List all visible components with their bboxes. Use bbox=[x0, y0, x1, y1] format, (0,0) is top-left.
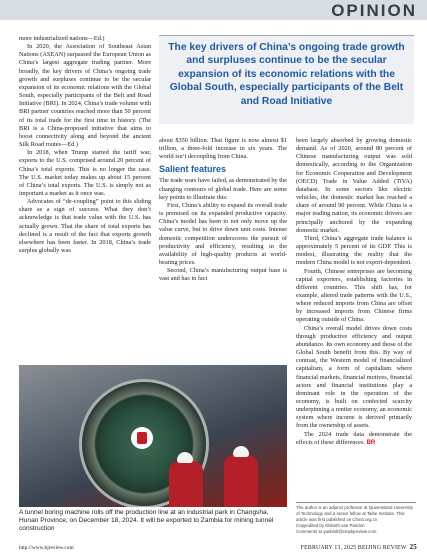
end-mark: BR bbox=[366, 439, 376, 446]
bio-line: Comments to yanbinll@cmpbjreview.com bbox=[296, 528, 377, 534]
paragraph: Second, China’s manufacturing output base is vast and has in fact bbox=[159, 267, 287, 283]
column-3 bbox=[296, 137, 412, 447]
pull-quote bbox=[159, 35, 414, 124]
section-banner bbox=[0, 0, 427, 20]
paragraph: First, China’s ability to expand its overall trade is premised on its expanded productive capacity. China’s model has been to not only move up the value curve, but to drive down unit costs. Intense domestic competition underscores the pursuit of productivity and efficiency, resulting in the availability of high-quality products at world-beating prices. bbox=[159, 201, 287, 267]
paragraph: been largely absorbed by growing domestic demand. As of 2020, around 80 percent of Chinese manufacturing output was sold domestically, according to the Organization for Economic Cooperation and Development (OECD) Trade in Value Added (TiVA) database. In some sectors like electric vehicles, the domestic market has reached a share of around 90 percent. While China is a major trading nation, its economic drivers are principally anchored by the expanding domestic market. bbox=[296, 137, 412, 234]
author-bio bbox=[296, 502, 416, 535]
paragraph: Fourth, Chinese enterprises are becoming capital exporters, establishing factories in different countries. This shift has, for example, altered trade patterns with the U.S., where reduced imports from China are offset by increased imports from Chinese firms operating outside of China. bbox=[296, 267, 412, 324]
column-2 bbox=[159, 137, 287, 284]
paragraph: The trade wars have failed, as demonstrated by the changing contours of global trade. Here are some key points to illustrate this: bbox=[159, 177, 287, 201]
paragraph bbox=[296, 431, 412, 447]
subheading: Salient features bbox=[159, 164, 227, 175]
issue-label: FEBRUARY 13, 2025 BEIJING REVIEW bbox=[300, 545, 407, 551]
page-number: 25 bbox=[409, 543, 417, 551]
column-1 bbox=[19, 35, 151, 255]
paragraph: In 2018, when Trump started the tariff war, exports to the U.S. comprised around 20 percent of China’s total exports. This is no longer the case. The U.S. market today makes up about 15 percent of China’s total exports. The U.S. is simply not as important a market as it once was. bbox=[19, 149, 151, 197]
paragraph: more industrialized nations—Ed.) bbox=[19, 35, 105, 42]
paragraph: Advocates of “de-coupling” point to this sliding share as a sign of success. What they don’t acknowledge is that trade value with the U.S. has actually grown. That the share of total exports has declined is a result of the fact that exports growth elsewhere has been faster. In 2018, China’s trade surplus globally was bbox=[19, 198, 151, 255]
company-logo bbox=[131, 427, 153, 449]
photo-caption: A tunnel boring machine rolls off the production line at an industrial park in Changsha, Hunan Province, on December 18, 2024. It will be exported to Zambia for mining tunnel construction bbox=[19, 509, 274, 533]
paragraph: In 2020, the Association of Southeast Asian Nations (ASEAN) surpassed the European Union as China’s largest aggregate trading partner. More broadly, the key drivers of China’s ongoing trade growth and surpluses continue to be the secular expansion of its economic relations with the Global South, especially participants of the Belt and Road Initiative (BRI). In 2024, China’s trade volume with BRI partner countries reached more than 50 percent of its total trade for the first time in history. (The BRI is a China-proposed initiative that aims to boost connectivity along and beyond the ancient Silk Road routes—Ed.) bbox=[19, 43, 151, 149]
paragraph: China’s overall model drives down costs through productive efficiency and output abundance. Its own economy and those of the Global South benefit from this. By way of contrast, the Western model of financialized capitalism, a form of capitalism where financial markets, financial motives, financial actors and financial institutions play a dominant role in the operation of the economy, is built on confected scarcity underpinning a rentier economy, an economic system where income is derived primarily from the ownership of assets. bbox=[296, 324, 412, 430]
paragraph-text: The 2024 trade data demonstrate the effects of these differences. bbox=[296, 430, 412, 446]
worker-figure bbox=[224, 455, 258, 507]
worker-figure bbox=[169, 461, 203, 507]
bio-line: Copyedited by Elsbeth van Paridon bbox=[296, 522, 365, 528]
bio-line: The author is an adjunct professor at Queensland University of Technology and a senior fellow at Taihe Institute. This article was first published on China.org.cn bbox=[296, 505, 413, 522]
paragraph: Third, China’s aggregate trade balance is approximately 5 percent of its GDP. This is modest, illustrating the reality that the modern China model is not export-dependent. bbox=[296, 234, 412, 267]
pull-quote-text: The key drivers of China’s ongoing trade growth and surpluses continue to be the secular expansion of its economic relations with the Global South, especially participants of the Belt and Road Initiative bbox=[168, 42, 405, 107]
footer-issue bbox=[301, 543, 417, 551]
footer-url[interactable]: http://www.bjreview.com bbox=[19, 545, 74, 551]
section-title: OPINION bbox=[331, 1, 417, 20]
helmet bbox=[177, 452, 193, 463]
paragraph: about $350 billion. That figure is now almost $1 trillion, a three-fold increase in six years. The world isn’t decoupling from China. bbox=[159, 137, 287, 161]
tunnel-boring-machine-photo bbox=[19, 365, 287, 507]
helmet bbox=[233, 446, 249, 457]
